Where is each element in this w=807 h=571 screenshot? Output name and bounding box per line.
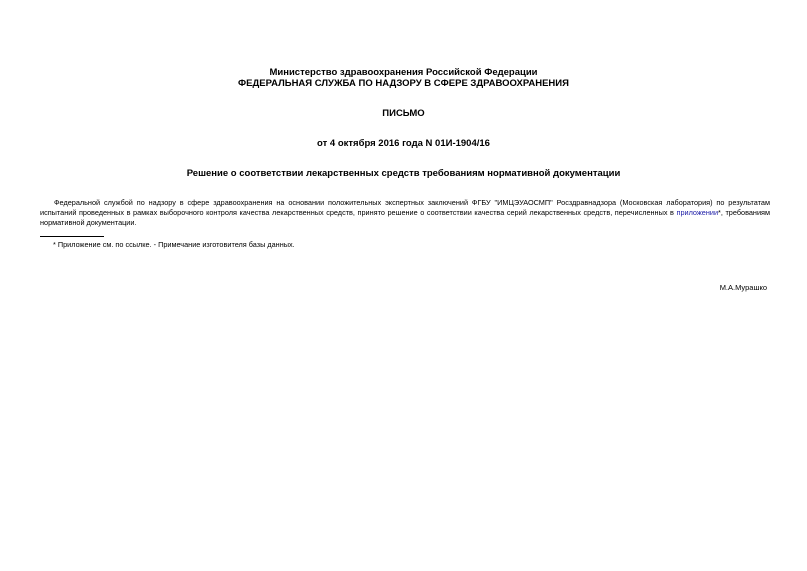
appendix-link[interactable]: приложении bbox=[676, 208, 719, 217]
document-subject: Решение о соответствии лекарственных средств требованиям нормативной документации bbox=[186, 168, 621, 179]
document-date-number: от 4 октября 2016 года N 01И-1904/16 bbox=[317, 138, 490, 149]
body-text-before-link: Федеральной службой по надзору в сфере здравоохранения на основании положительных экспертных заключений ФГБУ "ИМЦЭУАОСМП" Росздравнадзора (Московская лаборатория) по результатам испытаний проведенных в рамках выборочного контроля качества лекарственных средств, принято решение о соответствии качества серий лекарственных средств, перечисленных в bbox=[40, 198, 770, 217]
body-text-after-link: *, требованиям нормативной документации. bbox=[40, 208, 771, 227]
body-paragraph bbox=[40, 198, 770, 228]
ministry-heading: Министерство здравоохранения Российской Федерации bbox=[269, 67, 538, 78]
document-type: ПИСЬМО bbox=[382, 108, 425, 119]
footnote: * Приложение см. по ссылке. - Примечание изготовителя базы данных. bbox=[53, 240, 295, 249]
footnote-divider bbox=[40, 236, 104, 237]
signature-name: М.А.Мурашко bbox=[719, 283, 767, 292]
service-heading: ФЕДЕРАЛЬНАЯ СЛУЖБА ПО НАДЗОРУ В СФЕРЕ ЗДРАВООХРАНЕНИЯ bbox=[238, 78, 569, 89]
